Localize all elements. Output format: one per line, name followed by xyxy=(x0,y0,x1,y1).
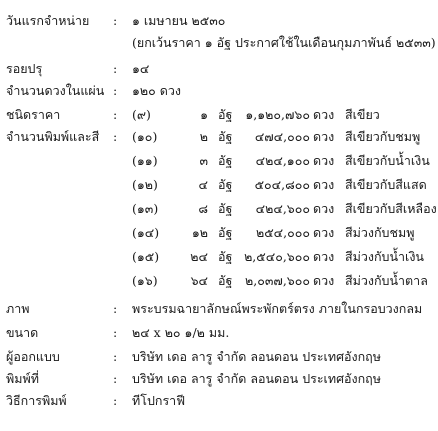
stamp-color: สีเขียวกับสีแสด xyxy=(345,177,427,192)
face-value: ๘ xyxy=(198,201,208,216)
print-quantity: ๕๐๔,๘๐๐ xyxy=(254,177,310,192)
stamp-color: สีเขียวกับสีเหลือง xyxy=(345,201,437,216)
designer-label: ผู้ออกแบบ xyxy=(6,349,60,364)
stamp-color: สีเขียว xyxy=(345,107,380,122)
quantity-unit: ดวง xyxy=(313,273,335,288)
quantity-unit: ดวง xyxy=(313,153,335,168)
stamp-number: (๑๓) xyxy=(132,201,159,216)
stamp-number: (๑๐) xyxy=(132,129,158,144)
issue-date-row xyxy=(0,10,438,32)
picture-value: พระบรมฉายาลักษณ์พระพักตร์ตรง ภายในกรอบวงกลม xyxy=(132,301,423,316)
print-quantity: ๔๒๔,๖๐๐ xyxy=(255,201,310,216)
colon: : xyxy=(113,301,118,316)
stamps-per-sheet-value: ๑๒๐ ดวง xyxy=(132,83,182,98)
face-unit: อัฐ xyxy=(218,201,233,216)
price-row-1 xyxy=(0,104,438,126)
stamps-per-sheet-label: จำนวนดวงในแผ่น xyxy=(6,83,105,98)
colon: : xyxy=(113,349,118,364)
face-value: ๑๒ xyxy=(191,225,208,240)
print-quantity: ๔๗๔,๐๐๐ xyxy=(254,129,310,144)
quantity-unit: ดวง xyxy=(313,225,335,240)
colon: : xyxy=(113,107,118,122)
price-row-3 xyxy=(0,150,438,172)
quantity-unit: ดวง xyxy=(313,249,335,264)
stamp-number: (๑๑) xyxy=(132,153,158,168)
print-method-row xyxy=(0,390,438,412)
price-row-4 xyxy=(0,174,438,196)
print-method-label: วิธีการพิมพ์ xyxy=(6,393,67,408)
face-unit: อัฐ xyxy=(218,177,233,192)
stamp-number: (๑๖) xyxy=(132,273,158,288)
stamp-number: (๑๔) xyxy=(132,225,160,240)
price-label: ชนิดราคา xyxy=(6,107,61,122)
stamp-color: สีเขียวกับชมพู xyxy=(345,129,421,144)
printer-value: บริษัท เดอ ลารู จำกัด ลอนดอน ประเทศอังกฤษ xyxy=(132,371,381,386)
issue-date-note-row xyxy=(0,32,438,54)
price-row-5 xyxy=(0,198,438,220)
print-quantity: ๑,๑๒๐,๗๖๐ xyxy=(245,107,310,122)
stamp-number: (๑๒) xyxy=(132,177,158,192)
face-unit: อัฐ xyxy=(218,273,233,288)
face-unit: อัฐ xyxy=(218,225,233,240)
quantity-unit: ดวง xyxy=(313,201,335,216)
colon: : xyxy=(113,371,118,386)
size-label: ขนาด xyxy=(6,325,39,340)
face-value: ๑ xyxy=(200,107,208,122)
quantity-unit: ดวง xyxy=(313,129,335,144)
issue-date-value: ๑ เมษายน ๒๕๓๐ xyxy=(132,13,226,28)
colon: : xyxy=(113,61,118,76)
stamp-number: (๑๕) xyxy=(132,249,160,264)
stamp-number: (๙) xyxy=(132,107,151,122)
colon: : xyxy=(113,129,118,144)
face-unit: อัฐ xyxy=(218,129,233,144)
price-row-6 xyxy=(0,222,438,244)
designer-value: บริษัท เดอ ลารู จำกัด ลอนดอน ประเทศอังกฤษ xyxy=(132,349,381,364)
face-value: ๔ xyxy=(198,177,208,192)
price-row-2 xyxy=(0,126,438,148)
face-value: ๒ xyxy=(199,129,208,144)
picture-row xyxy=(0,298,438,320)
print-quantity: ๒,๐๓๗,๖๐๐ xyxy=(245,273,310,288)
face-unit: อัฐ xyxy=(218,107,233,122)
perforation-label: รอยปรุ xyxy=(6,61,43,76)
quantity-unit: ดวง xyxy=(313,177,335,192)
colon: : xyxy=(113,393,118,408)
stamp-color: สีม่วงกับน้ำตาล xyxy=(345,273,428,288)
perforation-row xyxy=(0,58,438,80)
size-row xyxy=(0,322,438,344)
printer-row xyxy=(0,368,438,390)
price-row-8 xyxy=(0,270,438,292)
designer-row xyxy=(0,346,438,368)
issue-date-note: (ยกเว้นราคา ๑ อัฐ ประกาศใช้ในเดือนกุมภาพันธ์ ๒๕๓๓) xyxy=(132,35,436,50)
print-quantity: ๒,๕๔๐,๖๐๐ xyxy=(244,249,310,264)
issue-date-label: วันแรกจำหน่าย xyxy=(6,13,90,28)
stamp-color: สีม่วงกับน้ำเงิน xyxy=(345,249,424,264)
perforation-value: ๑๔ xyxy=(132,61,150,76)
face-unit: อัฐ xyxy=(218,153,233,168)
printer-label: พิมพ์ที่ xyxy=(6,371,39,386)
stamps-per-sheet-row xyxy=(0,80,438,102)
stamp-color: สีเขียวกับน้ำเงิน xyxy=(345,153,430,168)
stamp-color: สีม่วงกับชมพู xyxy=(345,225,415,240)
colon: : xyxy=(113,325,118,340)
print-quantity: ๒๕๔,๐๐๐ xyxy=(255,225,310,240)
quantity-unit: ดวง xyxy=(313,107,335,122)
print-method-value: ทีโปกราฟี xyxy=(132,393,186,408)
colon: : xyxy=(113,83,118,98)
face-value: ๒๔ xyxy=(190,249,208,264)
face-value: ๓ xyxy=(199,153,208,168)
print-qty-label: จำนวนพิมพ์และสี xyxy=(6,129,100,144)
face-value: ๖๔ xyxy=(190,273,208,288)
face-unit: อัฐ xyxy=(218,249,233,264)
size-value: ๒๔ x ๒๐ ๑/๒ มม. xyxy=(132,325,230,340)
price-row-7 xyxy=(0,246,438,268)
picture-label: ภาพ xyxy=(6,301,30,316)
colon: : xyxy=(113,13,118,28)
print-quantity: ๔๒๔,๑๐๐ xyxy=(255,153,310,168)
